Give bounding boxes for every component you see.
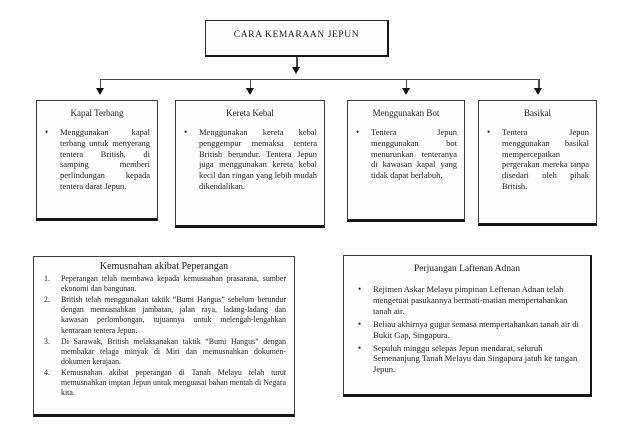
list-item — [358, 343, 582, 376]
list-number: 3. — [44, 336, 50, 346]
bullet-text: Sepuluh minggu selepas Jepun mendarat, seluruh Semenanjung Tanah Melayu dan Singapura jatuh ke tangan Jepun. — [373, 342, 578, 375]
branch-title: Basikal — [524, 108, 551, 118]
arrow-down-icon — [534, 88, 542, 95]
bullet-icon: • — [45, 127, 49, 137]
list-item — [44, 368, 286, 398]
note-title: Perjuangan Laftenan Adnan — [413, 264, 521, 274]
bullet-list — [348, 127, 464, 181]
list-item — [44, 337, 286, 367]
bullet-icon: • — [356, 127, 360, 137]
list-item — [184, 127, 317, 192]
list-number: 4. — [44, 367, 50, 377]
branch-horizontal-line — [100, 79, 540, 80]
bullet-icon: • — [184, 127, 188, 137]
list-item — [44, 274, 286, 294]
list-item — [356, 127, 457, 181]
branch-box-basikal — [478, 100, 597, 226]
bullet-list — [479, 127, 596, 192]
branch-box-kereta-kebal — [175, 100, 325, 228]
list-text: Kemusnahan akibat peperangan di Tanah Melayu telah turut memusnahkan impian Jepun untuk menguasai bahan mentah di Negara kita. — [61, 367, 286, 398]
bullet-text: Rejimen Askar Melayu pimpinan Leftenan Adnan telah mengetuai pasukannya bermati-matian mempertahankan tanah air. — [373, 284, 568, 316]
bullet-icon: • — [487, 127, 491, 137]
bullet-list — [344, 284, 590, 375]
note-box-kemusnahan — [33, 256, 295, 417]
bullet-text: Tentera Jepun menggunakan bot menurunkan tenteranya di kawasan kapal yang tidak dapat berlabuh. — [371, 127, 457, 181]
list-text: Di Sarawak, British melaksanakan taktik “Bumi Hangus” dengan membakar telaga minyak di Miri dan memusnahkan dokumen- dokumen kerajaan. — [61, 336, 286, 366]
list-item — [487, 127, 589, 192]
bullet-text: Menggunakan kereta kebal penggempur memaksa tentera British berundur. Tentera Jepun juga menggunakan kereta kebal kecil dan ringan yang lebih mudah dikendalikan. — [199, 127, 317, 191]
list-item — [45, 127, 150, 192]
list-text: British telah menggunakan taktik “Bumi Hangus” sebelum berundur dengan memusnahkan jambatan, jalan raya, ladang-ladang dan kawasan perlombongan, tujuannya untuk melengah-lengahkan kemaraan tentera Jepun. — [61, 295, 286, 335]
numbered-list — [34, 274, 294, 398]
list-item — [358, 284, 582, 317]
arrow-down-icon — [246, 88, 254, 95]
branch-box-kapal-terbang — [36, 100, 158, 221]
note-box-perjuangan — [343, 255, 592, 397]
root-title: CARA KEMARAAN JEPUN — [233, 30, 360, 40]
bullet-icon: • — [358, 284, 362, 294]
arrow-down-icon — [402, 88, 410, 95]
arrow-down-icon — [96, 88, 104, 95]
bullet-text: Menggunakan kapal terbang untuk menyerang tentera British, di samping memberi perlindungan kepada tentera darat Jepun. — [60, 127, 150, 191]
list-text: Peperangan telah membawa kepada kemusnahan prasarana, sumber ekonomi dan bangunan. — [61, 274, 286, 294]
bullet-icon: • — [358, 318, 362, 329]
bullet-list — [176, 127, 324, 192]
list-number: 1. — [44, 274, 50, 283]
branch-title: Kapal Terbang — [70, 108, 124, 118]
root-box — [205, 20, 389, 57]
bullet-list — [37, 127, 157, 192]
branch-box-menggunakan-bot — [347, 100, 465, 222]
note-title: Kemusnahan akibat Peperangan — [99, 261, 229, 272]
branch-title: Kereta Kebal — [226, 108, 274, 118]
arrow-down-icon — [292, 67, 300, 74]
bullet-text: Tentera Jepun menggunakan basikal mempercepatkan pergerakan mereka tanpa disedari oleh pihak British. — [502, 127, 589, 191]
list-number: 2. — [44, 295, 50, 305]
list-item — [358, 319, 582, 341]
bullet-text: Beliau akhirnya gugur semasa mempertahankan tanah air di Bukit Gap, Singapura. — [373, 318, 579, 340]
branch-title: Menggunakan Bot — [372, 108, 440, 118]
bullet-icon: • — [358, 342, 362, 353]
list-item — [44, 295, 286, 335]
